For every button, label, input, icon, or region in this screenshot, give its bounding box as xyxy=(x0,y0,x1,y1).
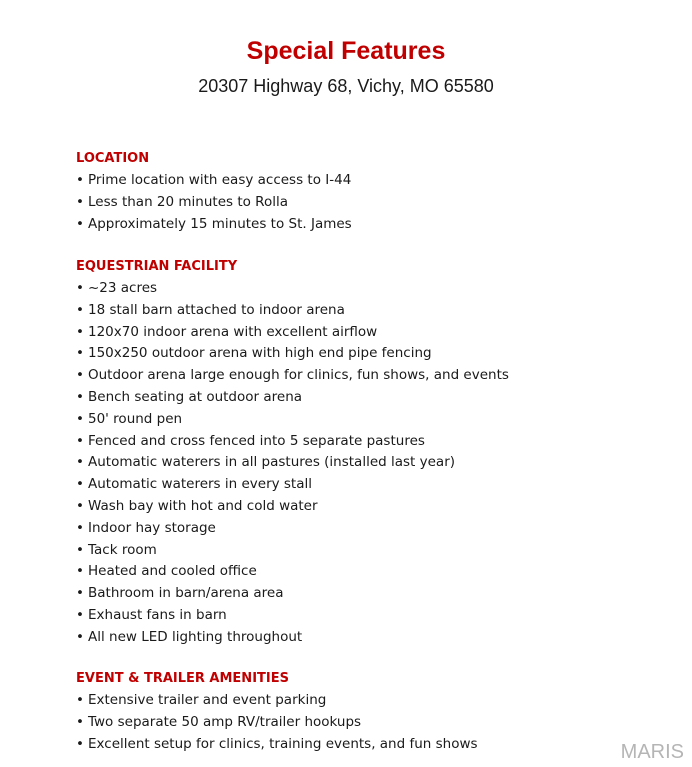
list-item-text: Prime location with easy access to I-44 xyxy=(88,172,352,188)
list-item xyxy=(76,387,676,409)
list-item-text: Less than 20 minutes to Rolla xyxy=(88,193,288,210)
bullet: • xyxy=(76,323,84,340)
section-heading: LOCATION xyxy=(76,151,150,166)
bullet: • xyxy=(76,497,84,514)
bullet: • xyxy=(76,692,84,708)
bullet: • xyxy=(76,172,84,188)
bullet: • xyxy=(76,585,84,602)
list-item xyxy=(76,278,676,300)
bullet: • xyxy=(76,606,84,623)
list-item-text: Tack room xyxy=(88,541,157,558)
list-item-text: Two separate 50 amp RV/trailer hookups xyxy=(88,713,362,730)
bullet: • xyxy=(76,367,84,384)
list-item xyxy=(76,605,676,627)
bullet: • xyxy=(76,541,84,558)
section-heading: EQUESTRIAN FACILITY xyxy=(76,259,238,274)
bullet: • xyxy=(76,519,84,536)
bullet: • xyxy=(76,454,84,471)
section-event-trailer-amenities xyxy=(76,668,676,755)
list-item-text: 50' round pen xyxy=(88,410,183,427)
list-item xyxy=(76,431,676,453)
bullet: • xyxy=(76,215,84,232)
bullet: • xyxy=(76,193,84,210)
bullet: • xyxy=(76,476,84,493)
list-item xyxy=(76,627,676,649)
bullet: • xyxy=(76,301,84,318)
list-item-text: ~23 acres xyxy=(88,280,158,296)
list-item xyxy=(76,561,676,583)
bullet: • xyxy=(76,345,84,362)
list-item xyxy=(76,690,676,712)
bullet: • xyxy=(76,388,84,405)
list-item-text: Exhaust fans in barn xyxy=(88,606,227,623)
list-item xyxy=(76,214,676,236)
list-item xyxy=(76,409,676,431)
section-heading: EVENT & TRAILER AMENITIES xyxy=(76,671,289,686)
bullet: • xyxy=(76,432,84,449)
bullet: • xyxy=(76,713,84,730)
bullet: • xyxy=(76,563,84,580)
list-item xyxy=(76,474,676,496)
list-item xyxy=(76,192,676,214)
list-item xyxy=(76,365,676,387)
maris-watermark: MARIS xyxy=(620,741,684,763)
list-item-text: All new LED lighting throughout xyxy=(88,628,303,645)
list-item xyxy=(76,170,676,192)
bullet: • xyxy=(76,628,84,645)
list-item-text: Approximately 15 minutes to St. James xyxy=(88,215,352,232)
list-item-text: 18 stall barn attached to indoor arena xyxy=(88,301,345,318)
list-item-text: Bench seating at outdoor arena xyxy=(88,388,303,405)
section-location xyxy=(76,148,676,235)
list-item xyxy=(76,322,676,344)
list-item-text: Automatic waterers in all pastures (installed last year) xyxy=(88,454,456,471)
bullet: • xyxy=(76,410,84,427)
list-item xyxy=(76,343,676,365)
list-item-text: Outdoor arena large enough for clinics, fun shows, and events xyxy=(88,367,509,384)
list-item-text: Automatic waterers in every stall xyxy=(88,476,313,493)
list-item-text: 120x70 indoor arena with excellent airflow xyxy=(88,323,378,340)
list-item-text: Extensive trailer and event parking xyxy=(88,692,327,708)
bullet: • xyxy=(76,280,84,296)
list-item xyxy=(76,734,676,756)
bullet: • xyxy=(76,735,84,752)
list-item-text: Fenced and cross fenced into 5 separate pastures xyxy=(88,432,425,449)
list-item xyxy=(76,540,676,562)
list-item-text: Wash bay with hot and cold water xyxy=(88,497,318,514)
list-item-text: Heated and cooled office xyxy=(88,563,257,580)
page-title: Special Features xyxy=(246,37,446,65)
list-item xyxy=(76,496,676,518)
section-equestrian-facility xyxy=(76,256,676,649)
list-item-text: Indoor hay storage xyxy=(88,519,216,536)
list-item-text: Excellent setup for clinics, training events, and fun shows xyxy=(88,735,478,752)
list-item xyxy=(76,452,676,474)
property-address: 20307 Highway 68, Vichy, MO 65580 xyxy=(198,76,494,96)
list-item xyxy=(76,583,676,605)
list-item xyxy=(76,300,676,322)
list-item-text: Bathroom in barn/arena area xyxy=(88,585,284,602)
list-item xyxy=(76,712,676,734)
list-item xyxy=(76,518,676,540)
list-item-text: 150x250 outdoor arena with high end pipe fencing xyxy=(88,345,432,362)
